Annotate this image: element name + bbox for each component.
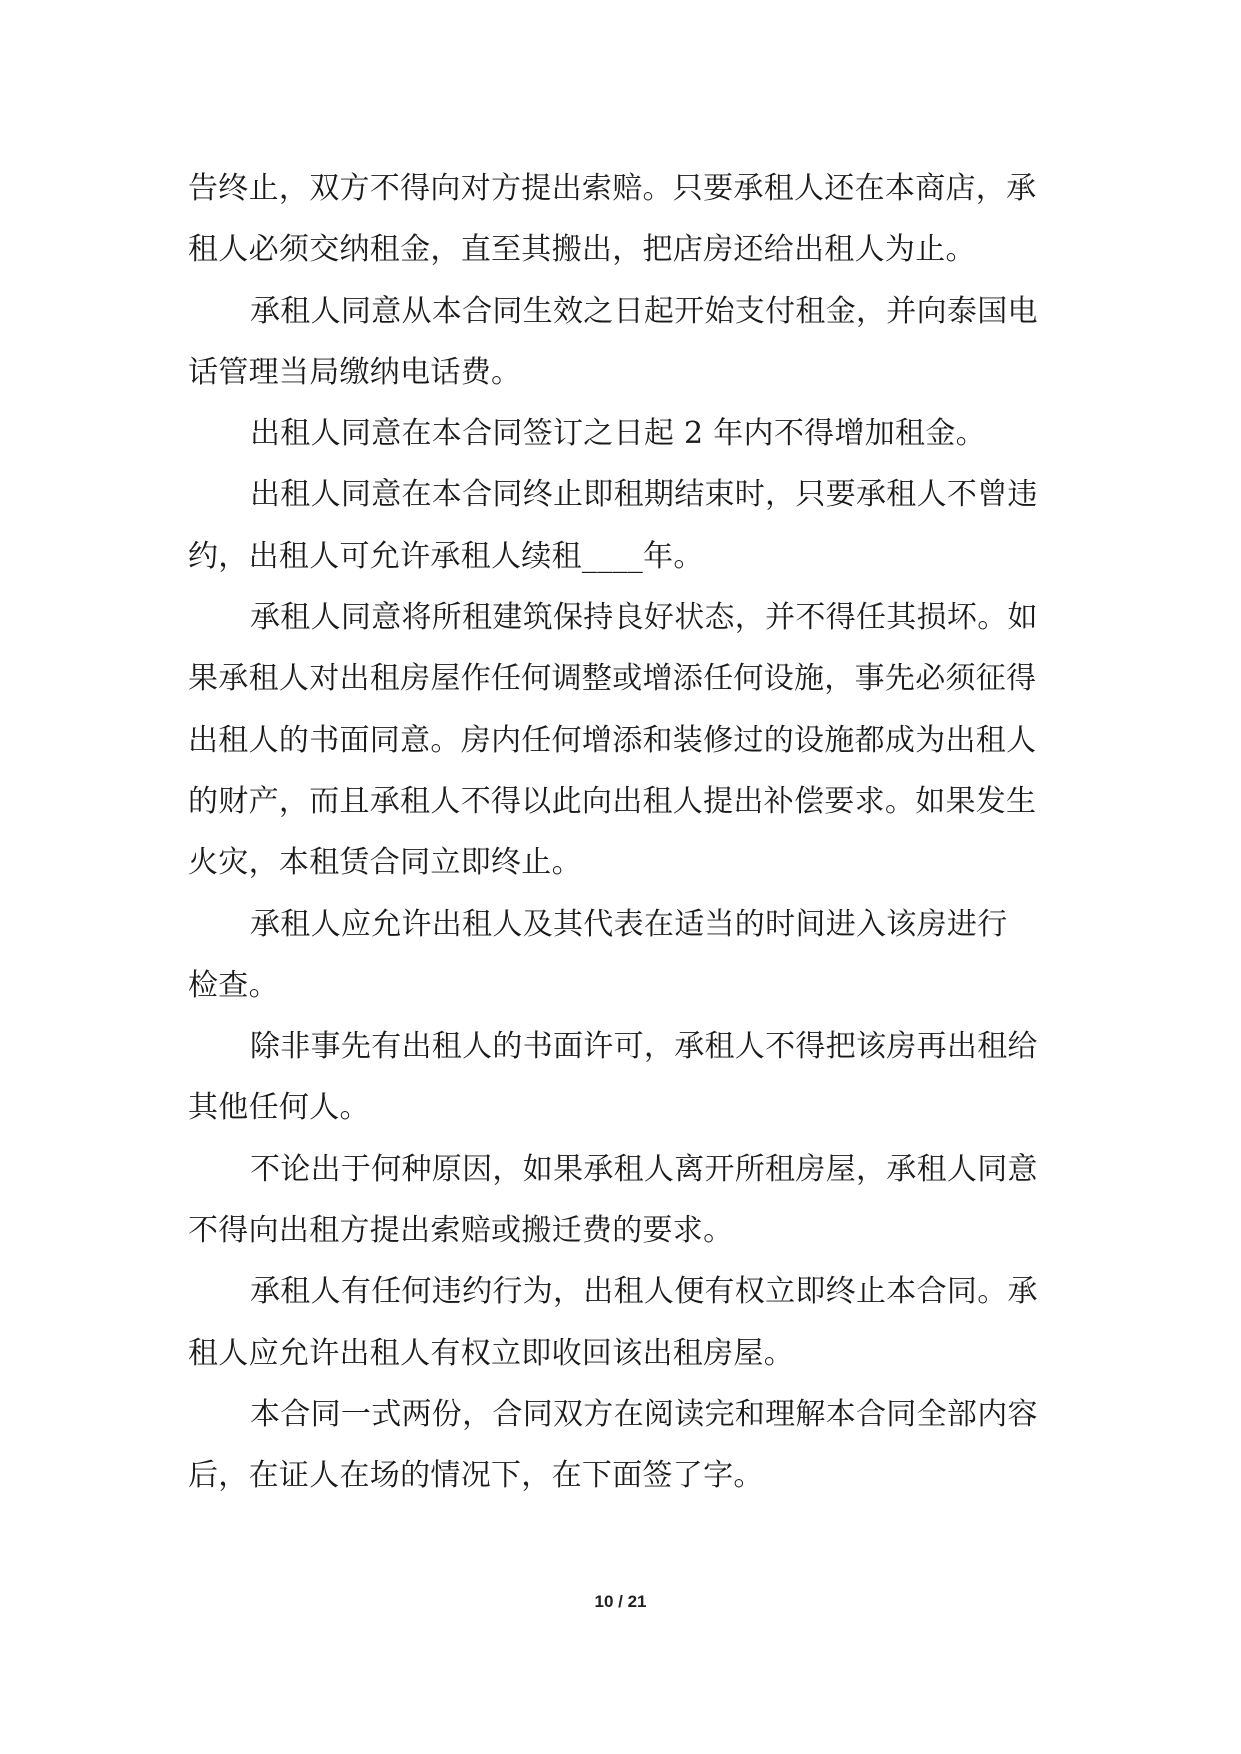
- text-line: 约，出租人可允许承租人续租____年。: [188, 538, 704, 574]
- paragraph-9: [188, 1261, 1054, 1384]
- paragraph-6: [188, 894, 1054, 1017]
- paragraph-10: [188, 1384, 1054, 1507]
- text-line: 其他任何人。: [188, 1090, 370, 1126]
- document-body: [188, 158, 1054, 1507]
- text-line: 话管理当局缴纳电话费。: [188, 354, 522, 390]
- text-line: 承租人同意将所租建筑保持良好状态，并不得任其损坏。如: [250, 600, 1038, 636]
- text-line: 不论出于何种原因，如果承租人离开所租房屋，承租人同意: [250, 1151, 1038, 1187]
- text-line: 告终止，双方不得向对方提出索赔。只要承租人还在本商店，承: [188, 171, 1037, 206]
- text-line: 火灾，本租赁合同立即终止。: [188, 845, 582, 881]
- text-line: 承租人应允许出租人及其代表在适当的时间进入该房进行: [250, 906, 1008, 942]
- paragraph-1: [188, 158, 1054, 281]
- paragraph-3: [188, 403, 1054, 464]
- text-line: 不得向出租方提出索赔或搬迁费的要求。: [188, 1213, 734, 1249]
- page-number: 10 / 21: [594, 1592, 647, 1611]
- text-line: 租人必须交纳租金，直至其搬出，把店房还给出租人为止。: [188, 232, 976, 268]
- text-line: 后，在证人在场的情况下，在下面签了字。: [188, 1458, 764, 1494]
- paragraph-5: [188, 587, 1054, 893]
- text-line: 本合同一式两份，合同双方在阅读完和理解本合同全部内容: [250, 1396, 1038, 1432]
- paragraph-8: [188, 1139, 1054, 1262]
- text-line: 租人应允许出租人有权立即收回该出租房屋。: [188, 1335, 794, 1371]
- text-line: 出租人的书面同意。房内任何增添和装修过的设施都成为出租人: [188, 722, 1037, 758]
- paragraph-7: [188, 1016, 1054, 1139]
- text-line: 的财产，而且承租人不得以此向出租人提出补偿要求。如果发生: [188, 783, 1037, 819]
- text-line: 出租人同意在本合同终止即租期结束时，只要承租人不曾违: [250, 477, 1038, 513]
- text-line: 承租人同意从本合同生效之日起开始支付租金，并向泰国电: [250, 293, 1038, 329]
- text-line: 除非事先有出租人的书面许可，承租人不得把该房再出租给: [250, 1029, 1038, 1065]
- text-line: 检查。: [188, 967, 279, 1003]
- text-line: 果承租人对出租房屋作任何调整或增添任何设施，事先必须征得: [188, 661, 1037, 697]
- text-line: 出租人同意在本合同签订之日起 2 年内不得增加租金。: [250, 416, 986, 452]
- paragraph-4: [188, 464, 1054, 587]
- paragraph-2: [188, 281, 1054, 404]
- text-line: 承租人有任何违约行为，出租人便有权立即终止本合同。承: [250, 1274, 1038, 1310]
